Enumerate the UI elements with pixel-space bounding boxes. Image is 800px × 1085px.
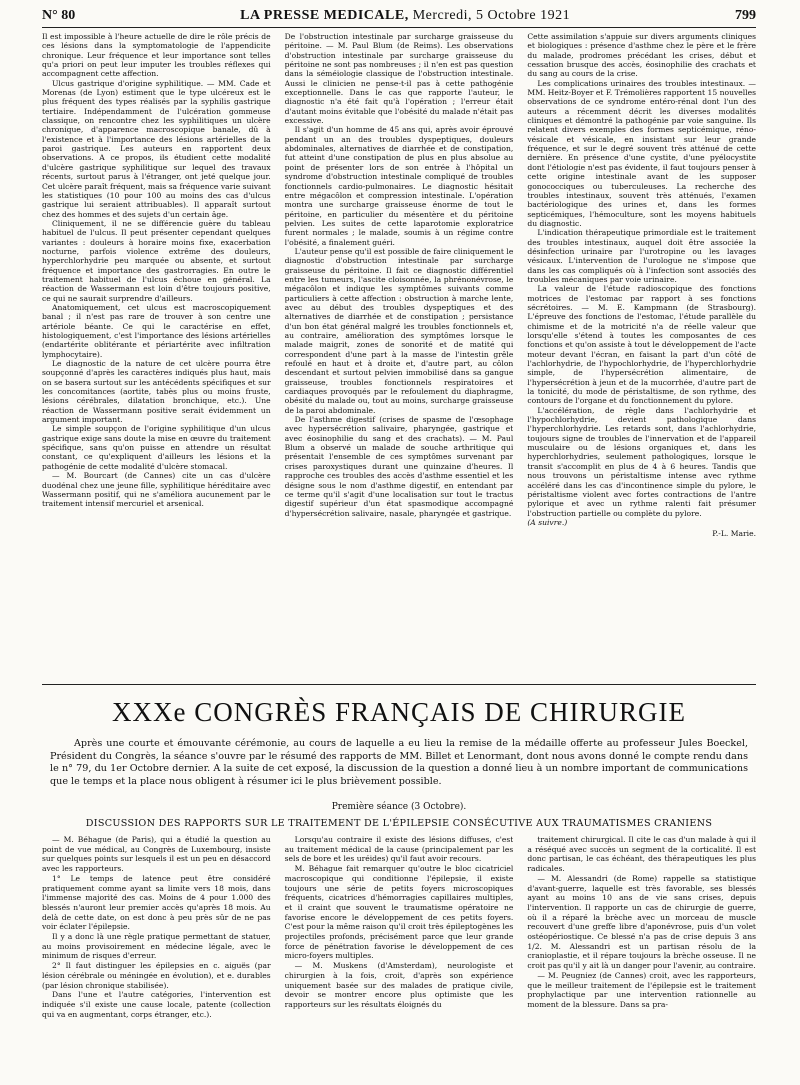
paragraph: Lorsqu'au contraire il existe des lésions diffuses, c'est au traitement médical de la cause (principalement par les sels de bore et les uréides) qu'il faut avoir recours. <box>284 835 514 864</box>
paragraph: De l'asthme digestif (crises de spasme de l'œsophage avec hypersécrétion salivaire, pharyngée, gastrique et avec éosinophilie du sang et des crachats). — M. Paul Blum a observé un malade de souche arthritique qui présentait l'ensemble de ces symptômes survenant par crises paroxystiques durant une quinzaine d'heures. Il rapproche ces troubles des accès d'asthme essentiel et les désigne sous le nom d'asthme digestif, en entendant par ce terme qu'il s'agit d'une localisation sur tout le tractus digestif supérieur d'un état spasmodique accompagné d'hypersécrétion salivaire, nasale, pharyngée et gastrique. <box>284 415 514 518</box>
upper-columns <box>42 32 756 682</box>
paragraph: Les complications urinaires des troubles intestinaux. — MM. Heitz-Boyer et F. Trémolières rapportent 15 nouvelles observations de ce syndrome entéro-rénal dont l'un des auteurs a récemment décrit les diverses modalités cliniques et démontré la pathogénie par voie sanguine. Ils relatent divers exemples des formes septicémique, réno-vésicale et vésicale, en insistant sur leur grande fréquence, et sur le degré souvent très atténué de cette dernière. En présence d'une cystite, d'une pyélocystite dont l'étiologie n'est pas évidente, il faut toujours penser à cette origine intestinale avant de les supposer gonococciques ou tuberculeuses. La recherche des troubles intestinaux, souvent très atténués, l'examen bactériologique des urines et, dans les formes septicémiques, l'hémoculture, sont les moyens habituels du diagnostic. <box>527 78 756 228</box>
paragraph: Le diagnostic de la nature de cet ulcère pourra être soupçonné d'après les caractères indiqués plus haut, mais on se basera surtout sur les antécédents spécifiques et sur les concomitances (aortite, tabès plus ou moins fruste, lésions cérébrales, dilatation bronchique, etc.). Une réaction de Wassermann positive serait évidemment un argument important. <box>42 359 271 425</box>
paragraph: — M. Peugniez (de Cannes) croit, avec les rapporteurs, que le meilleur traitement de l'épilepsie est le traitement prophylactique par une intervention rationnelle au moment de la blessure. Dans sa pra- <box>527 970 756 1009</box>
paragraph: L'accélération, de règle dans l'achlorhydrie et l'hypochlorhydrie, devient pathologique dans l'hyperchlorhydrie. Les retards sont, dans l'achlorhydrie, toujours signe de troubles de l'innervation et de l'appareil musculaire ou de lésions organiques et, dans les hyperchlorhydries, seulement pathologiques, lorsque le transit s'accomplit en plus de 4 à 6 heures. Tandis que nous trouvons un péristaltisme intense avec rythme accéléré dans les cas d'incontinence simple du pylore, le péristaltisme violent avec fortes contractions de l'antre pylorique et avec un rythme ralenti fait présumer l'obstruction partielle ou complète du pylore. <box>527 405 756 518</box>
discussion-title: DISCUSSION DES RAPPORTS SUR LE TRAITEMENT DE L'ÉPILEPSIE CONSÉCUTIVE AUX TRAUMATISMES CRANIENS <box>85 818 713 829</box>
paragraph: Anatomiquement, cet ulcus est macroscopiquement banal ; il n'est pas rare de trouver à son centre une artériole béante. Ce qui le caractérise en effet, histologiquement, c'est l'importance des lésions artérielles (endartérite oblitérante et périartérite avec infiltration lymphocytaire). <box>42 302 271 359</box>
journal-masthead <box>240 8 570 24</box>
paragraph: Cliniquement, il ne se différencie guère du tableau habituel de l'ulcus. Il peut présenter cependant quelques variantes : douleurs à horaire moins fixe, exacerbation nocturne, parfois violence extrême des douleurs, hyperchlorhydrie peu marquée ou absente, et surtout fréquence et importance des gastrorragies. En outre le traitement habituel de l'ulcus échoue en général. La réaction de Wassermann est loin d'être toujours positive, ce qui ne saurait surprendre d'ailleurs. <box>42 218 271 303</box>
paragraph: La valeur de l'étude radioscopique des fonctions motrices de l'estomac par rapport à ses fonctions sécrétoires. — M. E. Kampmann (de Strasbourg). L'épreuve des fonctions de l'estomac, l'étude parallèle du chimisme et de la motricité n'a de réelle valeur que lorsqu'elle s'étend à toutes les composantes de ces fonctions et qu'on assiste à tout le développement de l'acte moteur devant l'écran, en faisant la part d'un côté de l'achlorhydrie, de l'hypochlorhydrie, de l'hyperchlorhydrie simple, de l'hypersécrétion alimentaire, de l'hypersécrétion à jeun et de la mucorrhée, d'autre part de la tonicité, du mode de péristaltisme, de son rythme, des contours de l'organe et du fonctionnement du pylore. <box>527 284 756 406</box>
paragraph: Ulcus gastrique d'origine syphilitique. — MM. Cade et Morenas (de Lyon) estiment que le type ulcéreux est le plus fréquent des types réalisés par la syphilis gastrique tertiaire. Indépendamment de l'ulcération gommeuse classique, on rencontre chez les syphilitiques un ulcère chronique, d'apparence macroscopique banale, dû à l'existence et à l'importance des lésions artérielles de la paroi gastrique. Les auteurs en rapportent deux observations. A ce propos, ils étudient cette modalité d'ulcère gastrique syphilitique sur lequel des travaux récents, surtout parus à l'étranger, ont jeté quelque jour. Cet ulcère paraît fréquent, mais sa fréquence varie suivant les statistiques (10 pour 100 au moins des cas d'ulcus gastrique lui seraient attribuables). Il apparaît surtout chez des hommes et des sujets d'un certain âge. <box>42 78 271 219</box>
paragraph: — M. Muskens (d'Amsterdam), neurologiste et chirurgien à la fois, croit, d'après son expérience uniquement basée sur des malades de pratique civile, devoir se montrer encore plus optimiste que les rapporteurs sur les résultats éloignés du <box>284 961 514 1009</box>
column-1 <box>42 32 271 682</box>
journal-name: LA PRESSE MEDICALE, <box>240 8 409 23</box>
section-divider <box>42 684 756 685</box>
paragraph: — M. Béhague (de Paris), qui a étudié la question au point de vue médical, au Congrès de Luxembourg, insiste sur quelques points sur lesquels il est un peu en désaccord avec les rapporteurs. <box>42 835 271 874</box>
lower-column-2 <box>285 835 514 1085</box>
column-3 <box>527 32 756 682</box>
column-2 <box>285 32 514 682</box>
session-label: Première séance (3 Octobre). <box>331 802 467 812</box>
paragraph: traitement chirurgical. Il cite le cas d'un malade à qui il a réséqué avec succès un segment de la corticalité. Il est donc partisan, le cas échéant, des thérapeutiques les plus radicales. <box>527 835 756 874</box>
paragraph: M. Béhague fait remarquer qu'outre le bloc cicatriciel macroscopique qui conditionne l'épilepsie, il existe toujours une série de petits foyers microscopiques fréquents, cicatrices d'hémorragies capillaires multiples, et il craint que souvent le traumatisme opératoire ne favorise encore le développement de ces petits foyers. C'est pour la même raison qu'il croit très épileptogènes les projectiles profonds, précisément parce que leur grande force de pénétration favorise le développement de ces micro-foyers multiples. <box>284 864 514 961</box>
issue-date: Mercredi, 5 Octobre 1921 <box>412 8 571 23</box>
page-header <box>42 6 756 28</box>
congress-title: XXXe CONGRÈS FRANÇAIS DE CHIRURGIE <box>111 697 687 727</box>
paragraph: Il y a donc là une règle pratique permettant de statuer, au moins provisoirement en médecine légale, avec le minimum de risques d'erreur. <box>42 932 271 961</box>
paragraph: — M. Bourcart (de Cannes) cite un cas d'ulcère duodénal chez une jeune fille, syphilitique héréditaire avec Wassermann positif, qui ne s'améliora aucunement par le traitement intensif mercuriel et arsenical. <box>42 471 271 509</box>
paragraph: L'indication thérapeutique primordiale est le traitement des troubles intestinaux, auquel doit être associée la désinfection urinaire par l'urotropine ou les lavages vésicaux. L'intervention de l'urologue ne s'impose que dans les cas compliqués où à l'infection sont associés des troubles mécaniques par voie urinaire. <box>527 228 756 284</box>
paragraph: Le simple soupçon de l'origine syphilitique d'un ulcus gastrique exige sans doute la mise en œuvre du traitement spécifique, sans qu'on puisse en attendre un résultat constant, ce qu'expliquent d'ailleurs les lésions et la pathogénie de cette modalité d'ulcère stomacal. <box>42 424 271 471</box>
paragraph: De l'obstruction intestinale par surcharge graisseuse du péritoine. — M. Paul Blum (de Reims). Les observations d'obstruction intestinale par surcharge graisseuse du péritoine ne sont pas nombreuses ; il n'en est pas question dans la séméiologie classique de l'obstruction intestinale. Aussi le clinicien ne pense-t-il pas à cette pathogénie exceptionnelle. Dans le cas que rapporte l'auteur, le diagnostic n'a été fait qu'à l'opération ; l'erreur était d'autant moins évitable que l'obésité du malade n'était pas excessive. <box>284 32 514 126</box>
paragraph: — M. Alessandri (de Rome) rappelle sa statistique d'avant-guerre, laquelle est très favorable, ses blessés ayant au moins 10 ans de vie sans crises, depuis l'intervention. Il rapporte un cas de chirurgie de guerre, où il a réparé la brèche avec un morceau de muscle recouvert d'une greffe libre d'aponévrose, puis d'un volet ostéopériostique. Ce blessé n'a pas de crise depuis 3 ans 1/2. M. Alessandri est un partisan résolu de la cranioplastie, et il répare toujours la brèche osseuse. Il ne croit pas qu'il y ait là un danger pour l'avenir, au contraire. <box>527 873 756 971</box>
page-number: 799 <box>735 8 756 23</box>
lower-column-1 <box>42 835 271 1085</box>
lower-columns <box>42 835 756 1085</box>
issue-number: N° 80 <box>42 8 76 23</box>
to-be-continued: (A suivre.) <box>527 517 568 527</box>
paragraph: Il s'agit d'un homme de 45 ans qui, après avoir éprouvé pendant un an des troubles dyspeptiques, douleurs abdominales, alternatives de diarrhée et de constipation, fut atteint d'une constipation de plus en plus absolue au point de présenter lors de son entrée à l'hôpital un syndrome d'obstruction intestinale compliqué de troubles fonctionnels cardio-pulmonaires. Le diagnostic hésitait entre mégacôlon et compression intestinale. L'opération montra une surcharge graisseuse énorme de tout le péritoine, en particulier du mésentère et du péritoine pelvien. Les suites de cette laparotomie exploratrice furent normales ; le malade, soumis à un régime contre l'obésité, a finalement guéri. <box>284 125 514 247</box>
paragraph: Il est impossible à l'heure actuelle de dire le rôle précis de ces lésions dans la symptomatologie de l'appendicite chronique. Leur fréquence et leur importance sont telles qu'a priori on peut leur imputer les troubles réflexes qui accompagnent cette affection. <box>42 32 271 79</box>
author-signature: P.-L. Marie. <box>712 529 756 539</box>
paragraph: 2° Il faut distinguer les épilepsies en c. aiguës (par lésion cérébrale ou méningée en évolution), et e. durables (par lésion chronique stabilisée). <box>42 961 271 990</box>
paragraph: 1° Le temps de latence peut être considéré pratiquement comme ayant sa limite vers 18 mois, dans l'immense majorité des cas. Moins de 4 pour 1.000 des blessés n'auront leur premier accès qu'après 18 mois. Au delà de cette date, on est donc à peu près sûr de ne pas voir éclater l'épilepsie. <box>42 873 271 932</box>
paragraph: Cette assimilation s'appuie sur divers arguments cliniques et biologiques : présence d'asthme chez le père et le frère du malade, prodromes précédant les crises, début et cessation brusque des accès, éosinophilie des crachats et du sang au cours de la crise. <box>527 32 756 79</box>
congress-intro: Après une courte et émouvante cérémonie, au cours de laquelle a eu lieu la remise de la médaille offerte au professeur Jules Boeckel, Président du Congrès, la séance s'ouvre par le résumé des rapports de MM. Billet et Lenormant, dont nous avons donné le compte rendu dans le n° 79, du 1er Octobre dernier. A la suite de cet exposé, la discussion de la question a donné lieu à un nombre important de communications que le temps et la place nous obligent à résumer ici le plus brièvement possible. <box>50 738 748 787</box>
paragraph: Dans l'une et l'autre catégories, l'intervention est indiquée s'il existe une cause locale, patente (collection qui va en augmentant, corps étranger, etc.). <box>42 990 271 1019</box>
lower-column-3 <box>527 835 756 1085</box>
paragraph: L'auteur pense qu'il est possible de faire cliniquement le diagnostic d'obstruction intestinale par surcharge graisseuse du péritoine. Il fait ce diagnostic différentiel entre les tumeurs, l'ascite cloisonnée, la phrénonévrose, le mégacôlon et indique les symptômes suivants comme particuliers à cette affection : obstruction à marche lente, avec au début des troubles dyspeptiques et des alternatives de diarrhée et de constipation ; persistance d'un bon état général malgré les troubles fonctionnels et, au contraire, amélioration des symptômes lorsque le malade maigrit, zones de sonorité et de matité qui correspondent d'une part à la masse de l'intestin grêle refoulé en haut et à droite et, d'autre part, au côlon descendant et surtout pelvien immobilisé dans sa gangue graisseuse, troubles fonctionnels respiratoires et cardiaques provoqués par le refoulement du diaphragme, obésité du malade ou, tout au moins, surcharge graisseuse de la paroi abdominale. <box>284 246 514 415</box>
